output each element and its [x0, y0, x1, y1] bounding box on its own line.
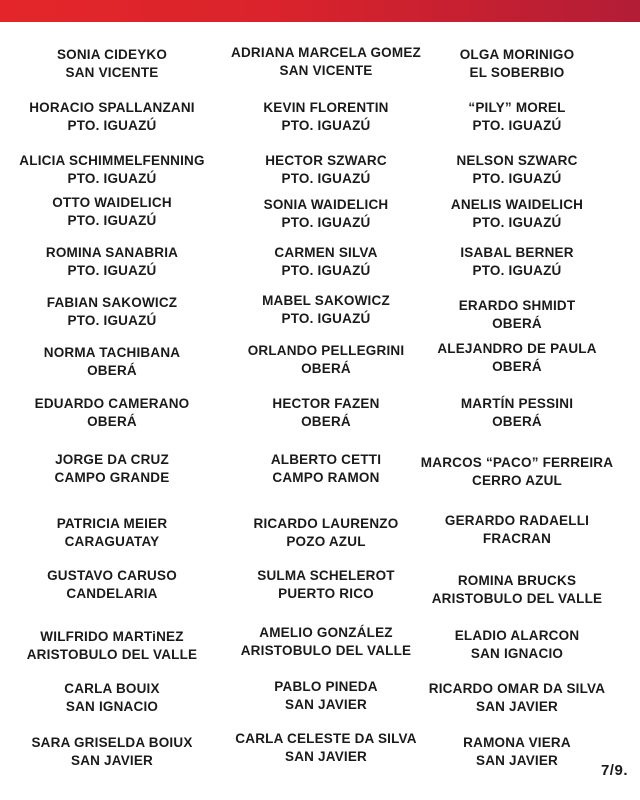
- person-location: ARISTOBULO DEL VALLE: [240, 643, 412, 658]
- person-location: PTO. IGUAZÚ: [472, 215, 562, 230]
- list-item: [412, 572, 622, 608]
- person-name: OLGA MORINIGO: [459, 47, 575, 62]
- person-name: JORGE DA CRUZ: [55, 452, 169, 467]
- list-item: [7, 515, 217, 551]
- person-location: FRACRAN: [482, 531, 552, 546]
- list-item: [7, 294, 217, 330]
- list-item: [7, 451, 217, 487]
- person-name: ALICIA SCHIMMELFENNING: [19, 153, 205, 168]
- person-location: OBERÁ: [492, 316, 542, 331]
- person-location: CANDELARIA: [66, 586, 158, 601]
- person-location: SAN JAVIER: [475, 699, 559, 714]
- person-location: OBERÁ: [87, 363, 137, 378]
- list-item: [412, 152, 622, 188]
- person-location: OBERÁ: [301, 414, 351, 429]
- person-name: PABLO PINEDA: [274, 679, 378, 694]
- person-location: PTO. IGUAZÚ: [67, 118, 157, 133]
- list-item: [221, 395, 431, 431]
- list-item: [221, 44, 431, 80]
- list-item: [7, 395, 217, 431]
- person-location: CARAGUATAY: [64, 534, 160, 549]
- person-name: FABIAN SAKOWICZ: [46, 295, 178, 310]
- list-item: [412, 512, 622, 548]
- person-location: SAN VICENTE: [279, 63, 373, 78]
- list-item: [221, 99, 431, 135]
- person-name: RICARDO LAURENZO: [253, 516, 399, 531]
- list-item: [412, 99, 622, 135]
- person-name: ISABAL BERNER: [460, 245, 574, 260]
- person-location: PUERTO RICO: [278, 586, 374, 601]
- person-name: ADRIANA MARCELA GOMEZ: [231, 45, 421, 60]
- person-name: EDUARDO CAMERANO: [34, 396, 190, 411]
- person-name: WILFRIDO MARTiNEZ: [40, 629, 184, 644]
- person-name: ELADIO ALARCON: [454, 628, 580, 643]
- person-location: SAN JAVIER: [475, 753, 559, 768]
- person-location: SAN JAVIER: [284, 749, 368, 764]
- list-item: [412, 454, 622, 490]
- person-location: SAN IGNACIO: [470, 646, 564, 661]
- list-item: [412, 340, 622, 376]
- list-item: [221, 292, 431, 328]
- list-item: [412, 734, 622, 770]
- person-name: KEVIN FLORENTIN: [263, 100, 389, 115]
- person-name: AMELIO GONZÁLEZ: [259, 625, 393, 640]
- person-location: OBERÁ: [492, 359, 542, 374]
- person-name: “PILY” MOREL: [468, 100, 566, 115]
- person-name: OTTO WAIDELICH: [52, 195, 172, 210]
- list-item: [221, 451, 431, 487]
- person-location: POZO AZUL: [286, 534, 366, 549]
- list-item: [412, 196, 622, 232]
- list-item: [7, 244, 217, 280]
- person-name: ROMINA BRUCKS: [457, 573, 577, 588]
- person-location: PTO. IGUAZÚ: [281, 118, 371, 133]
- list-item: [221, 515, 431, 551]
- person-name: SONIA WAIDELICH: [263, 197, 389, 212]
- list-item: [221, 678, 431, 714]
- person-location: PTO. IGUAZÚ: [281, 171, 371, 186]
- person-location: PTO. IGUAZÚ: [472, 171, 562, 186]
- list-item: [7, 680, 217, 716]
- list-item: [7, 152, 217, 188]
- list-item: [7, 46, 217, 82]
- person-location: PTO. IGUAZÚ: [67, 171, 157, 186]
- person-location: SAN IGNACIO: [65, 699, 159, 714]
- page-number: 7/9.: [600, 762, 628, 779]
- list-item: [412, 297, 622, 333]
- person-location: CAMPO RAMON: [272, 470, 380, 485]
- list-item: [7, 99, 217, 135]
- person-name: HECTOR SZWARC: [265, 153, 387, 168]
- person-name: MABEL SAKOWICZ: [262, 293, 390, 308]
- person-name: ERARDO SHMIDT: [458, 298, 576, 313]
- person-name: ROMINA SANABRIA: [45, 245, 179, 260]
- person-location: OBERÁ: [87, 414, 137, 429]
- person-location: CAMPO GRANDE: [54, 470, 170, 485]
- person-name: SONIA CIDEYKO: [56, 47, 168, 62]
- person-location: CERRO AZUL: [472, 473, 562, 488]
- person-name: ORLANDO PELLEGRINI: [247, 343, 405, 358]
- list-item: [221, 342, 431, 378]
- person-location: SAN JAVIER: [70, 753, 154, 768]
- list-item: [412, 46, 622, 82]
- list-item: [7, 734, 217, 770]
- person-name: SARA GRISELDA BOIUX: [31, 735, 193, 750]
- person-location: EL SOBERBIO: [469, 65, 565, 80]
- person-location: PTO. IGUAZÚ: [67, 213, 157, 228]
- person-location: ARISTOBULO DEL VALLE: [431, 591, 603, 606]
- person-name: ANELIS WAIDELICH: [450, 197, 584, 212]
- person-name: RAMONA VIERA: [463, 735, 571, 750]
- person-location: PTO. IGUAZÚ: [281, 263, 371, 278]
- list-item: [221, 152, 431, 188]
- person-location: PTO. IGUAZÚ: [472, 118, 562, 133]
- list-item: [412, 395, 622, 431]
- person-name: CARMEN SILVA: [274, 245, 378, 260]
- person-name: MARTÍN PESSINI: [460, 396, 574, 411]
- person-name: ALEJANDRO DE PAULA: [437, 341, 597, 356]
- person-name: RICARDO OMAR DA SILVA: [428, 681, 606, 696]
- list-item: [412, 244, 622, 280]
- person-name: CARLA BOUIX: [64, 681, 160, 696]
- list-item: [412, 627, 622, 663]
- list-item: [221, 244, 431, 280]
- person-location: PTO. IGUAZÚ: [281, 215, 371, 230]
- person-location: SAN VICENTE: [65, 65, 159, 80]
- list-item: [7, 628, 217, 664]
- person-name: CARLA CELESTE DA SILVA: [235, 731, 417, 746]
- person-name: HECTOR FAZEN: [272, 396, 380, 411]
- person-name: NORMA TACHIBANA: [43, 345, 181, 360]
- list-item: [7, 194, 217, 230]
- person-location: PTO. IGUAZÚ: [281, 311, 371, 326]
- list-item: [221, 624, 431, 660]
- person-name: GERARDO RADAELLI: [444, 513, 590, 528]
- list-item: [7, 344, 217, 380]
- person-name: SULMA SCHELEROT: [257, 568, 395, 583]
- person-location: SAN JAVIER: [284, 697, 368, 712]
- list-item: [221, 196, 431, 232]
- person-location: ARISTOBULO DEL VALLE: [26, 647, 198, 662]
- person-location: OBERÁ: [301, 361, 351, 376]
- person-name: NELSON SZWARC: [456, 153, 578, 168]
- list-item: [221, 567, 431, 603]
- person-name: PATRICIA MEIER: [56, 516, 168, 531]
- person-location: PTO. IGUAZÚ: [67, 263, 157, 278]
- person-location: PTO. IGUAZÚ: [472, 263, 562, 278]
- person-name: MARCOS “PACO” FERREIRA: [420, 455, 614, 470]
- top-accent-bar: [0, 0, 640, 22]
- list-item: [412, 680, 622, 716]
- list-item: [7, 567, 217, 603]
- person-name: HORACIO SPALLANZANI: [29, 100, 195, 115]
- list-item: [221, 730, 431, 766]
- person-name: ALBERTO CETTI: [270, 452, 382, 467]
- person-location: PTO. IGUAZÚ: [67, 313, 157, 328]
- person-location: OBERÁ: [492, 414, 542, 429]
- person-name: GUSTAVO CARUSO: [47, 568, 177, 583]
